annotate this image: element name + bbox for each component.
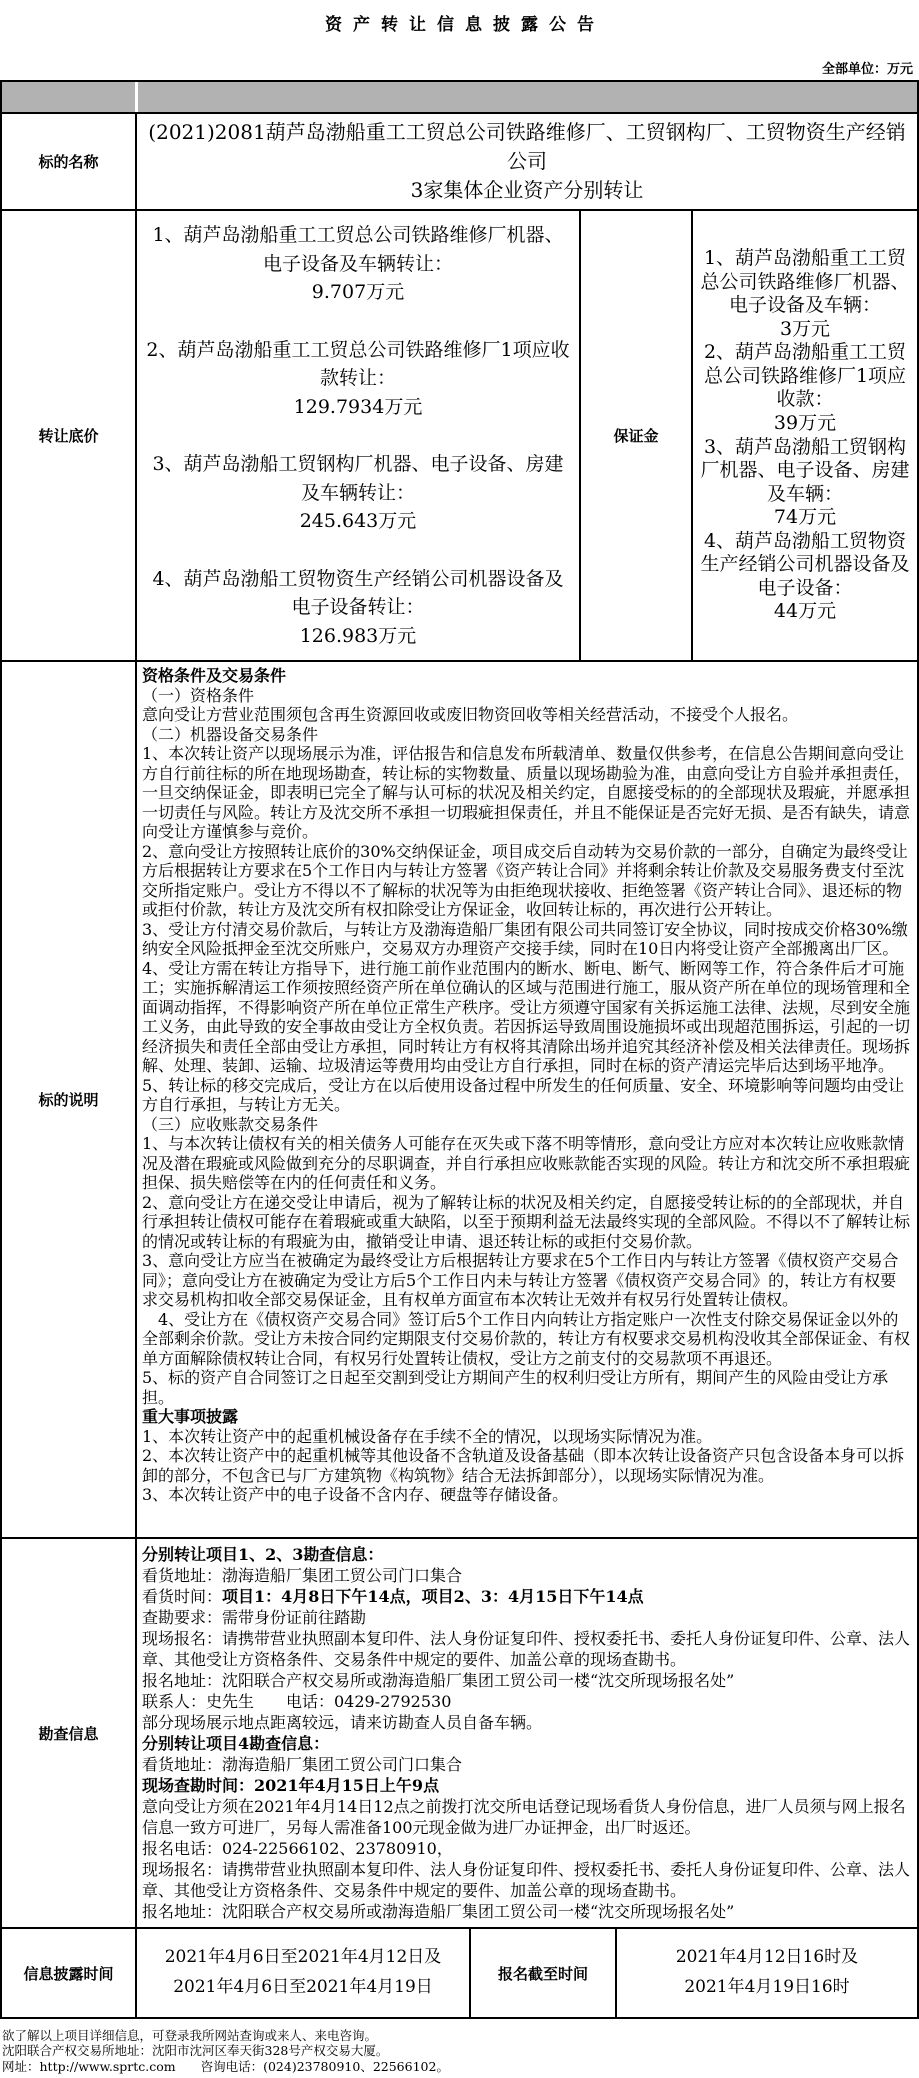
price-item-desc: 1、葫芦岛渤船重工工贸总公司铁路维修厂机器、电子设备及车辆转让： <box>152 224 564 275</box>
deposit-item <box>695 341 915 435</box>
footer-note-website-phone: 网址：http://www.sprtc.com 咨询电话：(024)23780910、22566102。 <box>2 2058 449 2074</box>
survey-row <box>2 1537 917 1927</box>
deposit-values <box>691 211 917 660</box>
header-cell-right <box>135 82 917 112</box>
description-paragraph: 4、受让方在《债权资产交易合同》签订后5个工作日内向转让方指定账户一次性支付除交易保证金以外的全部剩余价款。受让方未按合同约定期限支付交易价款的，转让方有权要求交易机构没收其全部保证金、有权单方面解除债权转让合同，有权另行处置转让债权，受让方之前支付的交易款项不再退还。 <box>142 1309 911 1368</box>
footer-note-info: 欲了解以上项目详细信息，可登录我所网站查询或来人、来电咨询。 <box>2 2028 378 2043</box>
base-price-values <box>135 211 579 660</box>
signup-deadline-label: 报名截至时间 <box>469 1929 615 2017</box>
announcement-table <box>0 80 919 2019</box>
deposit-item-value: 3万元 <box>779 317 831 340</box>
price-item <box>143 565 573 651</box>
description-paragraph: 2、意向受让方在递交受让申请后，视为了解转让标的状况及相关约定，自愿接受转让标的的全部现状，并自行承担转让债权可能存在着瑕疵或重大缺陷，以至于预期利益无法最终实现的全部风险。不得以不了解转让标的情况或转让标的有瑕疵为由，撤销受让申请、退还转让标的或拒付交易价款。 <box>142 1192 911 1251</box>
description-row <box>2 660 917 1537</box>
description-paragraph: （一）资格条件 <box>142 685 255 705</box>
deposit-item-desc: 3、葫芦岛渤船工贸钢构厂机器、电子设备、房建及车辆： <box>700 435 910 505</box>
footer-note-address: 沈阳联合产权交易所地址：沈阳市沈河区奉天街328号产权交易大厦。 <box>2 2043 389 2059</box>
survey-content <box>135 1539 917 1927</box>
survey-onsite-signup-2: 现场报名：请携带营业执照副本复印件、法人身份证复印件、授权委托书、委托人身份证复印件、公章、法人章、其他受让方资格条件、交易条件中规定的要件、加盖公章的现场查勘书。 <box>142 1860 911 1900</box>
deposit-item <box>695 530 915 624</box>
survey-contact-1: 联系人：史先生 电话：0429-2792530 <box>142 1692 452 1711</box>
survey-phone-2: 报名电话：024-22566102、23780910， <box>142 1839 453 1858</box>
survey-time-1-value: 项目1：4月8日下午14点，项目2、3：4月15日下午14点 <box>222 1587 644 1606</box>
description-paragraph: 意向受让方营业范围须包含再生资源回收或废旧物资回收等相关经营活动，不接受个人报名。 <box>142 705 799 724</box>
survey-time-1-prefix: 看货时间： <box>142 1587 223 1606</box>
deposit-label: 保证金 <box>579 211 691 660</box>
survey-time-2: 现场查勘时间：2021年4月15日上午9点 <box>142 1776 440 1795</box>
price-item <box>143 336 573 422</box>
price-item-desc: 4、葫芦岛渤船工贸物资生产经销公司机器设备及电子设备转让： <box>152 567 564 618</box>
description-label: 标的说明 <box>38 1091 99 1109</box>
survey-group1-title: 分别转让项目1、2、3勘查信息： <box>142 1545 384 1564</box>
description-paragraph: 2、意向受让方按照转让底价的30%交纳保证金，项目成交后自动转为交易价款的一部分，自确定为最终受让方后根据转让方要求在5个工作日内与转让方签署《资产转让合同》并将剩余转让价款及交易服务费支付至沈交所指定账户。受让方不得以不了解标的状况等为由拒绝现状接收、拒绝签署《资产转让合同》、退还标的物或拒付价款，转让方及沈交所有权扣除受让方保证金，收回转让标的，再次进行公开转让。 <box>142 841 908 919</box>
description-heading-major-matters: 重大事项披露 <box>142 1407 239 1426</box>
header-cell-left <box>2 82 135 112</box>
footer-notes <box>0 2019 919 2078</box>
base-price-label: 转让底价 <box>38 427 99 445</box>
deposit-item-desc: 2、葫芦岛渤船重工工贸总公司铁路维修厂1项应收款： <box>703 341 907 411</box>
disclosure-time-label: 信息披露时间 <box>23 1964 114 1983</box>
survey-signup-address-1: 报名地址：沈阳联合产权交易所或渤海造船厂集团工贸公司一楼“沈交所现场报名处” <box>142 1671 735 1690</box>
disclosure-time-line-2: 2021年4月6日至2021年4月19日 <box>173 1977 433 1997</box>
description-paragraph: 1、与本次转让债权有关的相关债务人可能存在灭失或下落不明等情形，意向受让方应对本次转让应收账款情况及潜在瑕疵或风险做到充分的尽职调查，并自行承担应收账款能否实现的风险。转让方和沈交所不承担瑕疵担保、损失赔偿等在内的任何责任和义务。 <box>142 1134 911 1192</box>
price-item-value: 129.7934万元 <box>293 395 423 418</box>
survey-address-2: 看货地址：渤海造船厂集团工贸公司门口集合 <box>142 1755 463 1774</box>
description-content <box>135 662 917 1537</box>
description-paragraph: 4、受让方需在转让方指导下，进行施工前作业范围内的断水、断电、断气、断网等工作，符合条件后才可施工；实施拆解清运工作须按照经资产所在单位确认的区域与范围进行施工，服从资产所在单位的现场管理和全面调动指挥，不得影响资产所在单位正常生产秩序。受让方须遵守国家有关拆运施工法律、法规，尽到安全施工义务，由此导致的安全事故由受让方全权负责。若因拆运导致周围设施损坏或出现超范围拆运，引起的一切经济损失和责任全部由受让方承担，同时转让方有权将其清除出场并追究其经济补偿及相关法律责任。现场拆解、处理、装卸、运输、垃圾清运等费用均由受让方自行承担，同时在标的资产清运完毕后达到场平地净。 <box>142 958 911 1075</box>
description-heading-qualifications: 资格条件及交易条件 <box>142 666 287 685</box>
survey-note-2: 意向受让方须在2021年4月14日12点之前拨打沈交所电话登记现场看货人身份信息，进厂人员须与网上报名信息一致方可进厂，另每人需准备100元现金做为进厂办证押金，出厂时返还。 <box>142 1797 906 1837</box>
subject-line-1: (2021)2081葫芦岛渤船重工工贸总公司铁路维修厂、工贸钢构厂、工贸物资生产经销公司 <box>148 120 906 173</box>
price-item-desc: 3、葫芦岛渤船工贸钢构厂机器、电子设备、房建及车辆转让： <box>152 453 564 504</box>
deposit-item-desc: 1、葫芦岛渤船重工工贸总公司铁路维修厂机器、电子设备及车辆： <box>700 247 910 317</box>
survey-time-1 <box>142 1586 911 1607</box>
deposit-item-value: 74万元 <box>773 506 837 529</box>
survey-note-1: 部分现场展示地点距离较远，请来访勘查人员自备车辆。 <box>142 1713 543 1732</box>
price-item-value: 9.707万元 <box>311 281 405 303</box>
price-item-value: 245.643万元 <box>299 510 417 532</box>
price-item-value: 126.983万元 <box>299 624 417 647</box>
price-item <box>143 221 573 307</box>
table-header-row <box>2 82 917 112</box>
description-paragraph: 2、本次转让资产中的起重机械等其他设备不含轨道及设备基础（即本次转让设备资产只包含设备本身可以拆卸的部分，不包含已与厂方建筑物《构筑物》结合无法拆卸部分），以现场实际情况为准。 <box>142 1446 905 1485</box>
page-title: 资产转让信息披露公告 <box>325 15 605 35</box>
survey-group2-title: 分别转让项目4勘查信息： <box>142 1734 330 1753</box>
description-paragraph: 1、本次转让资产中的起重机械设备存在手续不全的情况，以现场实际情况为准。 <box>142 1426 713 1446</box>
subject-name-label: 标的名称 <box>38 153 99 171</box>
base-price-row <box>2 209 917 660</box>
description-paragraph: 5、标的资产自合同签订之日起至交割到受让方期间产生的权利归受让方所有，期间产生的风险由受让方承担。 <box>142 1368 889 1407</box>
survey-signup-address-2: 报名地址：沈阳联合产权交易所或渤海造船厂集团工贸公司一楼“沈交所现场报名处” <box>142 1902 735 1921</box>
subject-name-row <box>2 112 917 209</box>
deposit-item <box>695 436 915 530</box>
signup-deadline-line-1: 2021年4月12日16时及 <box>675 1947 859 1968</box>
price-item-desc: 2、葫芦岛渤船重工工贸总公司铁路维修厂1项应收款转让： <box>146 338 570 389</box>
deposit-item <box>695 247 915 341</box>
survey-requirement-1: 查勘要求：需带身份证前往踏勘 <box>142 1608 367 1627</box>
signup-deadline-value <box>615 1929 917 2017</box>
description-paragraph: 3、意向受让方应当在被确定为最终受让方后根据转让方要求在5个工作日内与转让方签署《债权资产交易合同》；意向受让方在被确定为受让方后5个工作日内未与转让方签署《债权资产交易合同》的，转让方有权要求交易机构扣收全部交易保证金，且有权单方面宣布本次转让无效并有权另行处置转让债权。 <box>142 1251 899 1309</box>
disclosure-time-value <box>135 1929 469 2017</box>
disclosure-time-line-1: 2021年4月6日至2021年4月12日及 <box>164 1947 442 1968</box>
price-item <box>143 450 573 536</box>
unit-note: 全部单位：万元 <box>821 62 913 77</box>
survey-onsite-signup-1: 现场报名：请携带营业执照副本复印件、法人身份证复印件、授权委托书、委托人身份证复印件、公章、法人章、其他受让方资格条件、交易条件中规定的要件、加盖公章的现场查勘书。 <box>142 1629 911 1669</box>
survey-label: 勘查信息 <box>38 1724 99 1743</box>
deposit-item-value: 44万元 <box>773 600 837 623</box>
signup-deadline-line-2: 2021年4月19日16时 <box>684 1977 850 1997</box>
description-paragraph: （二）机器设备交易条件 <box>142 724 319 744</box>
description-paragraph: 5、转让标的移交完成后，受让方在以后使用设备过程中所发生的任何质量、安全、环境影响等问题均由受让方自行承担，与转让方无关。 <box>142 1075 905 1114</box>
subject-line-2: 3家集体企业资产分别转让 <box>410 178 644 202</box>
description-paragraph: （三）应收账款交易条件 <box>142 1114 319 1134</box>
deposit-item-value: 39万元 <box>773 411 837 434</box>
description-paragraph: 3、受让方付清交易价款后，与转让方及渤海造船厂集团有限公司共同签订安全协议，同时按成交价格30%缴纳安全风险抵押金至沈交所账户，交易双方办理资产交接手续，同时在10日内将受让资产全部搬离出厂区。 <box>142 919 908 958</box>
description-paragraph: 1、本次转让资产以现场展示为准，评估报告和信息发布所载清单、数量仅供参考，在信息公告期间意向受让方自行前往标的所在地现场勘查，转让标的实物数量、质量以现场勘验为准，由意向受让方自验并承担责任，一旦交纳保证金，即表明已完全了解与认可标的状况及相关约定，自愿接受标的的全部现状及瑕疵，并愿承担一切责任与风险。转让方及沈交所不承担一切瑕疵担保责任，并且不能保证是否完好无损、是否有缺失，请意向受让方谨慎参与竞价。 <box>142 744 911 841</box>
survey-address-1: 看货地址：渤海造船厂集团工贸公司门口集合 <box>142 1566 463 1585</box>
description-paragraph: 3、本次转让资产中的电子设备不含内存、硬盘等存储设备。 <box>142 1485 569 1504</box>
dates-row <box>2 1927 917 2017</box>
deposit-item-desc: 4、葫芦岛渤船工贸物资生产经销公司机器设备及电子设备： <box>700 529 910 599</box>
subject-name-value <box>135 114 917 209</box>
